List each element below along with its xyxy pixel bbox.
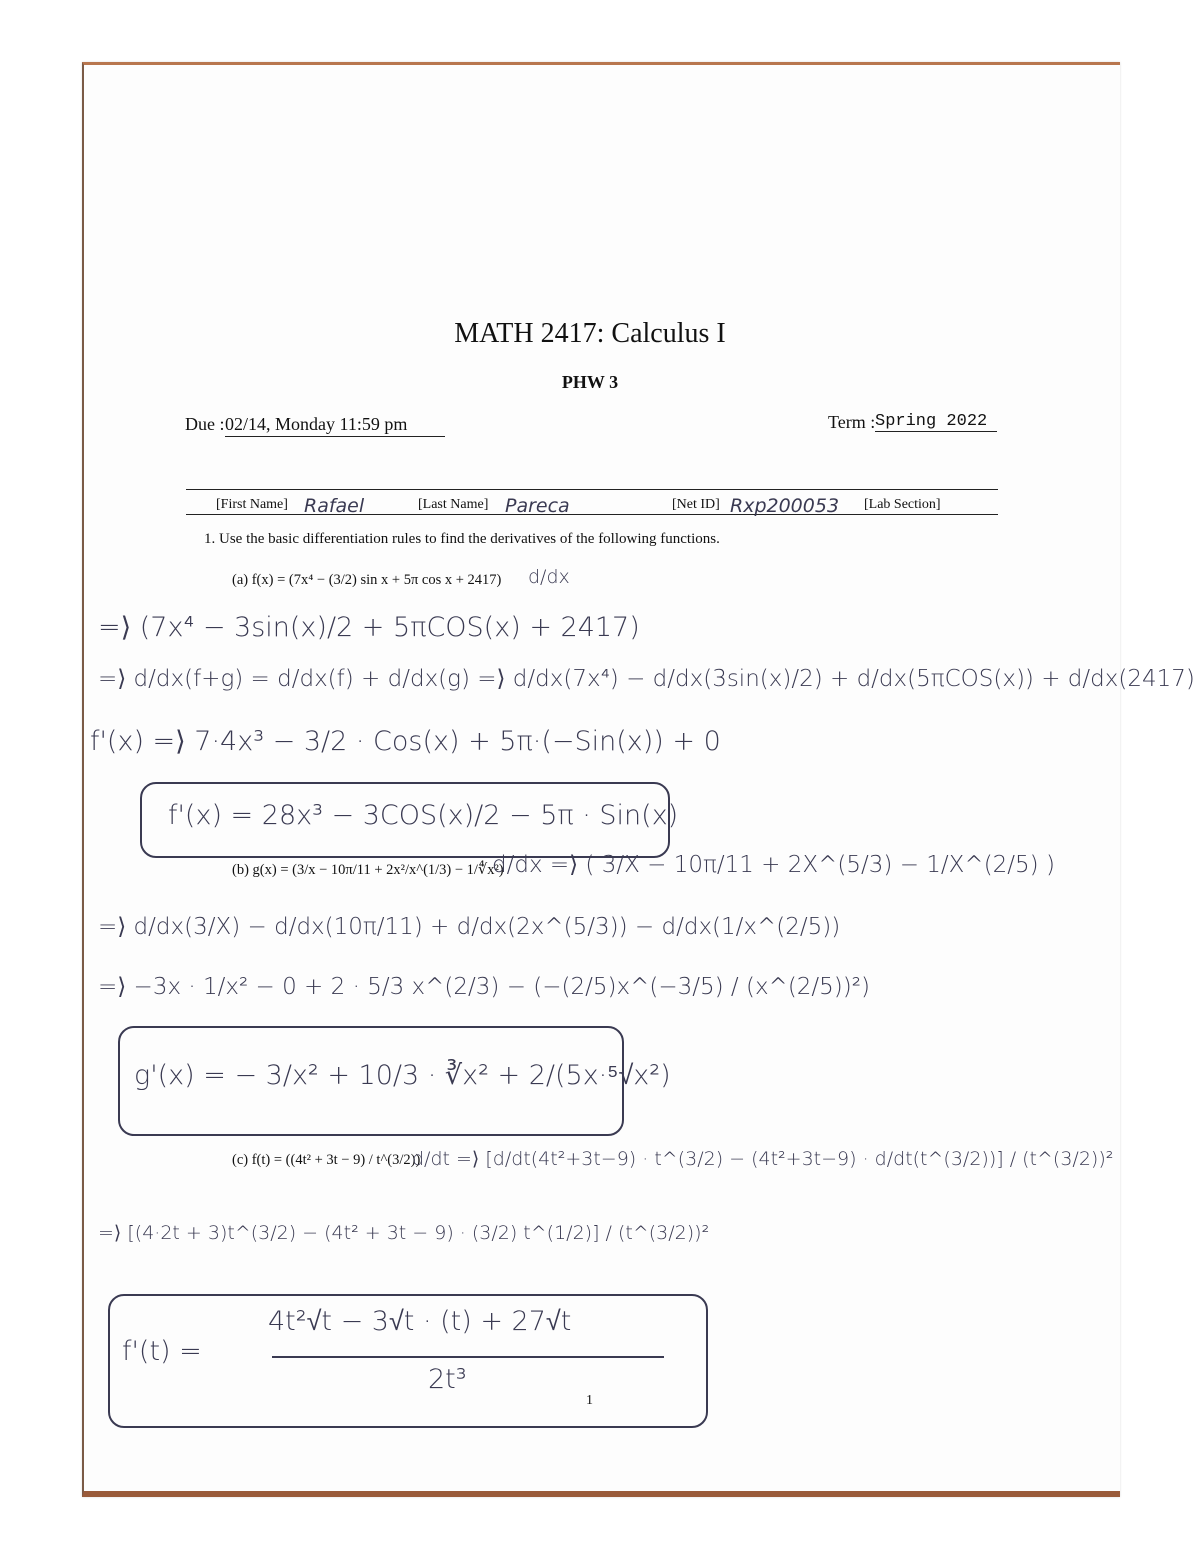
worksheet-page <box>82 62 1120 1497</box>
part-a-ddx: d/dx <box>528 566 570 588</box>
part-c-rhs: d/dt =⟩ [d/dt(4t²+3t−9) · t^(3/2) − (4t²+3t−9) · d/dt(t^(3/2))] / (t^(3/2))² <box>412 1148 1114 1170</box>
due-value: 02/14, Monday 11:59 pm <box>225 414 445 437</box>
first-name-value: Rafael <box>304 495 365 517</box>
part-c-fraction-bar <box>272 1356 664 1358</box>
assignment-title: PHW 3 <box>561 372 619 392</box>
term-label: Term : <box>828 412 876 432</box>
lab-section-label: [Lab Section] <box>864 497 941 512</box>
last-name-label: [Last Name] <box>418 497 489 512</box>
name-row-top-rule <box>186 489 998 490</box>
last-name-value: Pareca <box>505 495 570 517</box>
part-a-answer: f'(x) = 28x³ − 3COS(x)/2 − 5π · Sin(x) <box>168 800 679 831</box>
page-number: 1 <box>586 1393 593 1408</box>
part-a-step-1: =⟩ (7x⁴ − 3sin(x)/2 + 5πCOS(x) + 2417) <box>98 612 640 643</box>
part-b-printed: (b) g(x) = (3/x − 10π/11 + 2x²/x^(1/3) − 1/∜x²) <box>232 862 504 878</box>
part-c-answer-denominator: 2t³ <box>428 1364 467 1395</box>
part-b-step-1: =⟩ d/dx(3/X) − d/dx(10π/11) + d/dx(2x^(5/3)) − d/dx(1/x^(2/5)) <box>98 914 841 940</box>
part-b-rhs: d/dx =⟩ ( 3/X − 10π/11 + 2X^(5/3) − 1/X^(2/5) ) <box>492 852 1055 878</box>
course-title: MATH 2417: Calculus I <box>454 318 726 349</box>
part-c-printed: (c) f(t) = ((4t² + 3t − 9) / t^(3/2)) <box>232 1152 421 1168</box>
part-c-answer-lhs: f'(t) = <box>122 1336 202 1367</box>
term-value: Spring 2022 <box>875 412 997 432</box>
part-a-step-3: f'(x) =⟩ 7·4x³ − 3/2 · Cos(x) + 5π·(−Sin(x)) + 0 <box>90 726 721 757</box>
net-id-value: Rxp200053 <box>730 495 840 517</box>
question-1-text: 1. Use the basic differentiation rules to find the derivatives of the following functions. <box>204 531 720 547</box>
part-c-step-1: =⟩ [(4·2t + 3)t^(3/2) − (4t² + 3t − 9) · (3/2) t^(1/2)] / (t^(3/2))² <box>98 1222 710 1244</box>
part-b-answer: g'(x) = − 3/x² + 10/3 · ∛x² + 2/(5x·⁵√x²) <box>134 1060 671 1091</box>
net-id-label: [Net ID] <box>672 497 720 512</box>
part-a-printed: (a) f(x) = (7x⁴ − (3/2) sin x + 5π cos x + 2417) <box>232 572 502 588</box>
first-name-label: [First Name] <box>216 497 288 512</box>
part-a-step-2: =⟩ d/dx(f+g) = d/dx(f) + d/dx(g) =⟩ d/dx(7x⁴) − d/dx(3sin(x)/2) + d/dx(5πCOS(x)) + d/dx(2417) <box>98 666 1195 692</box>
part-b-step-2: =⟩ −3x · 1/x² − 0 + 2 · 5/3 x^(2/3) − (−(2/5)x^(−3/5) / (x^(2/5))²) <box>98 974 870 1000</box>
part-c-answer-numerator: 4t²√t − 3√t · (t) + 27√t <box>268 1306 572 1337</box>
due-label: Due : <box>185 414 225 434</box>
